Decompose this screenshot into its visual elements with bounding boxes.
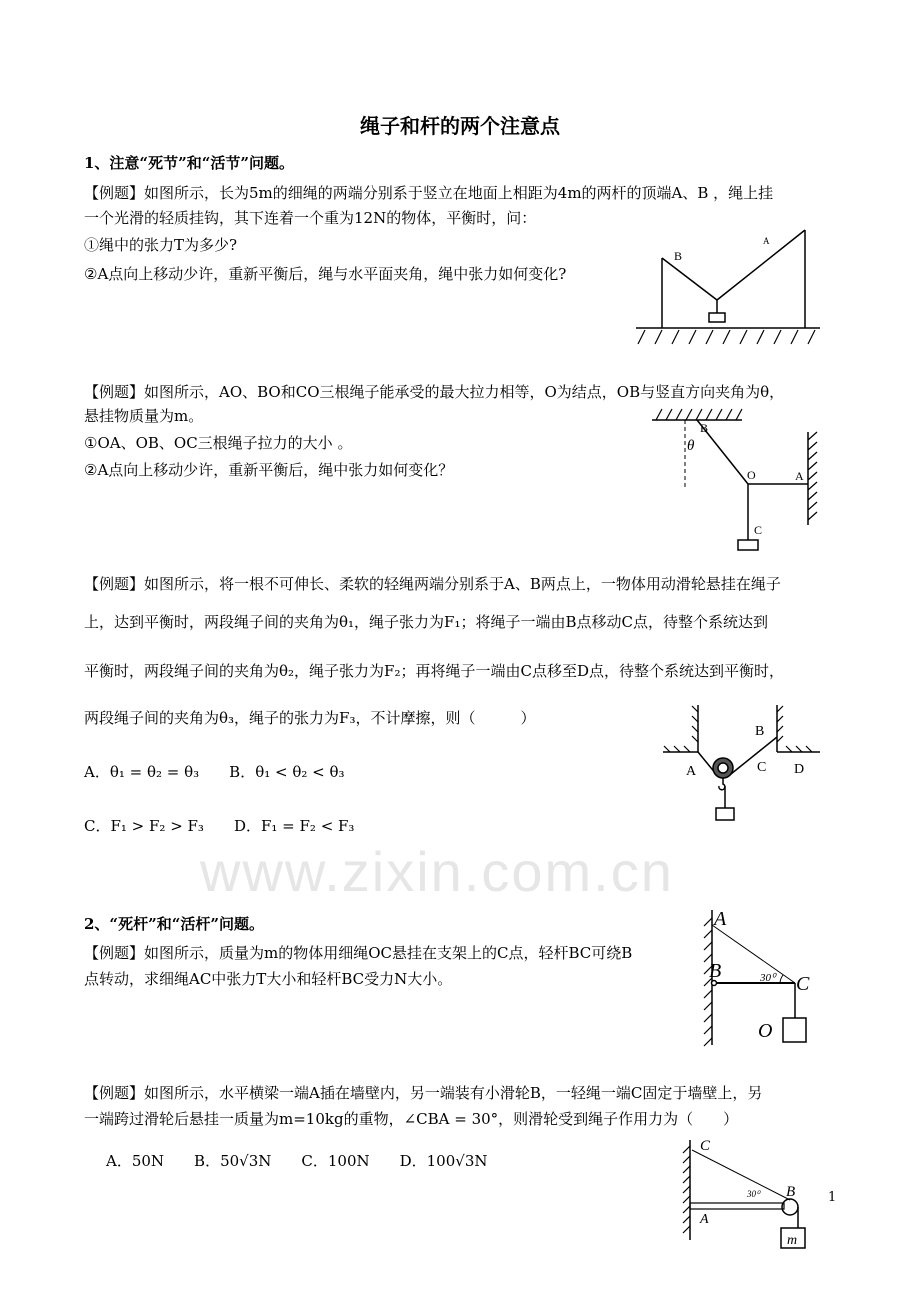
fig2-label-c: C <box>754 523 763 537</box>
fig3-label-d: D <box>794 762 805 777</box>
ex4-line: 点转动，求细绳AC中张力T大小和轻杆BC受力N大小。 <box>84 970 453 988</box>
figure-pulley <box>663 705 820 820</box>
ex3-line: 【例题】如图所示，将一根不可伸长、柔软的轻绳两端分别系于A、B两点上，一物体用动滑轮悬挂在绳子 <box>84 575 781 593</box>
ex3-line: 上，达到平衡时，两段绳子间的夹角为θ₁，绳子张力为F₁；将绳子一端由B点移动C点，待整个系统达到 <box>84 613 768 631</box>
ex1-question: ①绳中的张力T为多少? <box>84 236 238 254</box>
figure-bracket <box>704 908 810 1046</box>
section-1-heading: 1、注意“死节”和“活节”问题。 <box>84 154 294 172</box>
ex1-line: 一个光滑的轻质挂钩，其下连着一个重为12N的物体，平衡时，问： <box>84 209 537 227</box>
fig2-label-o: O <box>747 468 756 482</box>
fig2-label-theta: θ <box>687 438 695 454</box>
fig2-label-a: A <box>795 469 804 483</box>
fig2-label-b: B <box>700 421 709 435</box>
ex3-line: 两段绳子间的夹角为θ₃，绳子的张力为F₃，不计摩擦，则（ ） <box>84 709 536 727</box>
watermark: www.zixin.com.cn <box>200 840 674 903</box>
fig5-label-a: A <box>700 1212 709 1227</box>
fig3-label-c: C <box>757 760 767 775</box>
ex2-line: 悬挂物质量为m。 <box>84 407 204 425</box>
fig5-label-m: m <box>787 1233 798 1248</box>
fig4-label-angle: 30⁰ <box>760 972 776 984</box>
figure-two-poles <box>636 230 820 344</box>
fig4-label-b: B <box>709 960 722 982</box>
fig3-label-b: B <box>755 724 765 739</box>
section-2-heading: 2、“死杆”和“活杆”问题。 <box>84 915 264 933</box>
ex5-options: A．50N B．50√3N C．100N D．100√3N <box>106 1152 488 1170</box>
fig4-label-a: A <box>714 908 727 930</box>
page-number: 1 <box>828 1190 837 1205</box>
fig1-label-b: B <box>674 249 683 263</box>
ex3-line: 平衡时，两段绳子间的夹角为θ₂，绳子张力为F₂；再将绳子一端由C点移至D点，待整个系统达到平衡时， <box>84 662 784 680</box>
page-title: 绳子和杆的两个注意点 <box>360 114 560 138</box>
fig4-label-c: C <box>796 973 810 995</box>
fig5-label-b: B <box>786 1184 796 1200</box>
fig1-label-a: A <box>763 236 770 246</box>
ex1-question: ②A点向上移动少许，重新平衡后，绳与水平面夹角，绳中张力如何变化? <box>84 265 567 283</box>
ex2-line: 【例题】如图所示，AO、BO和CO三根绳子能承受的最大拉力相等，O为结点，OB与竖直方向夹角为θ， <box>84 383 785 401</box>
ex3-option: A．θ₁ = θ₂ = θ₃ B．θ₁ < θ₂ < θ₃ <box>84 763 345 781</box>
fig4-label-o: O <box>758 1020 773 1042</box>
ex2-question: ②A点向上移动少许，重新平衡后，绳中张力如何变化？ <box>84 461 454 479</box>
ex3-option: C．F₁ > F₂ > F₃ D．F₁ = F₂ < F₃ <box>84 817 355 835</box>
figure-knot-o <box>652 409 817 550</box>
ex5-line: 【例题】如图所示，水平横梁一端A插在墙壁内，另一端装有小滑轮B，一轻绳一端C固定于墙壁上，另 <box>84 1084 763 1102</box>
ex2-question: ①OA、OB、OC三根绳子拉力的大小 。 <box>84 434 353 452</box>
ex1-line: 【例题】如图所示，长为5m的细绳的两端分别系于竖立在地面上相距为4m的两杆的顶端A、B ，绳上挂 <box>84 184 774 202</box>
fig5-label-c: C <box>700 1138 711 1154</box>
ex5-line: 一端跨过滑轮后悬挂一质量为m=10kg的重物，∠CBA = 30°，则滑轮受到绳子作用力为（ ） <box>84 1110 739 1128</box>
fig3-label-a: A <box>686 764 697 779</box>
ex4-line: 【例题】如图所示，质量为m的物体用细绳OC悬挂在支架上的C点，轻杆BC可绕B <box>84 944 633 962</box>
fig5-label-angle: 30⁰ <box>747 1189 760 1199</box>
figure-beam-pulley <box>683 1138 805 1248</box>
